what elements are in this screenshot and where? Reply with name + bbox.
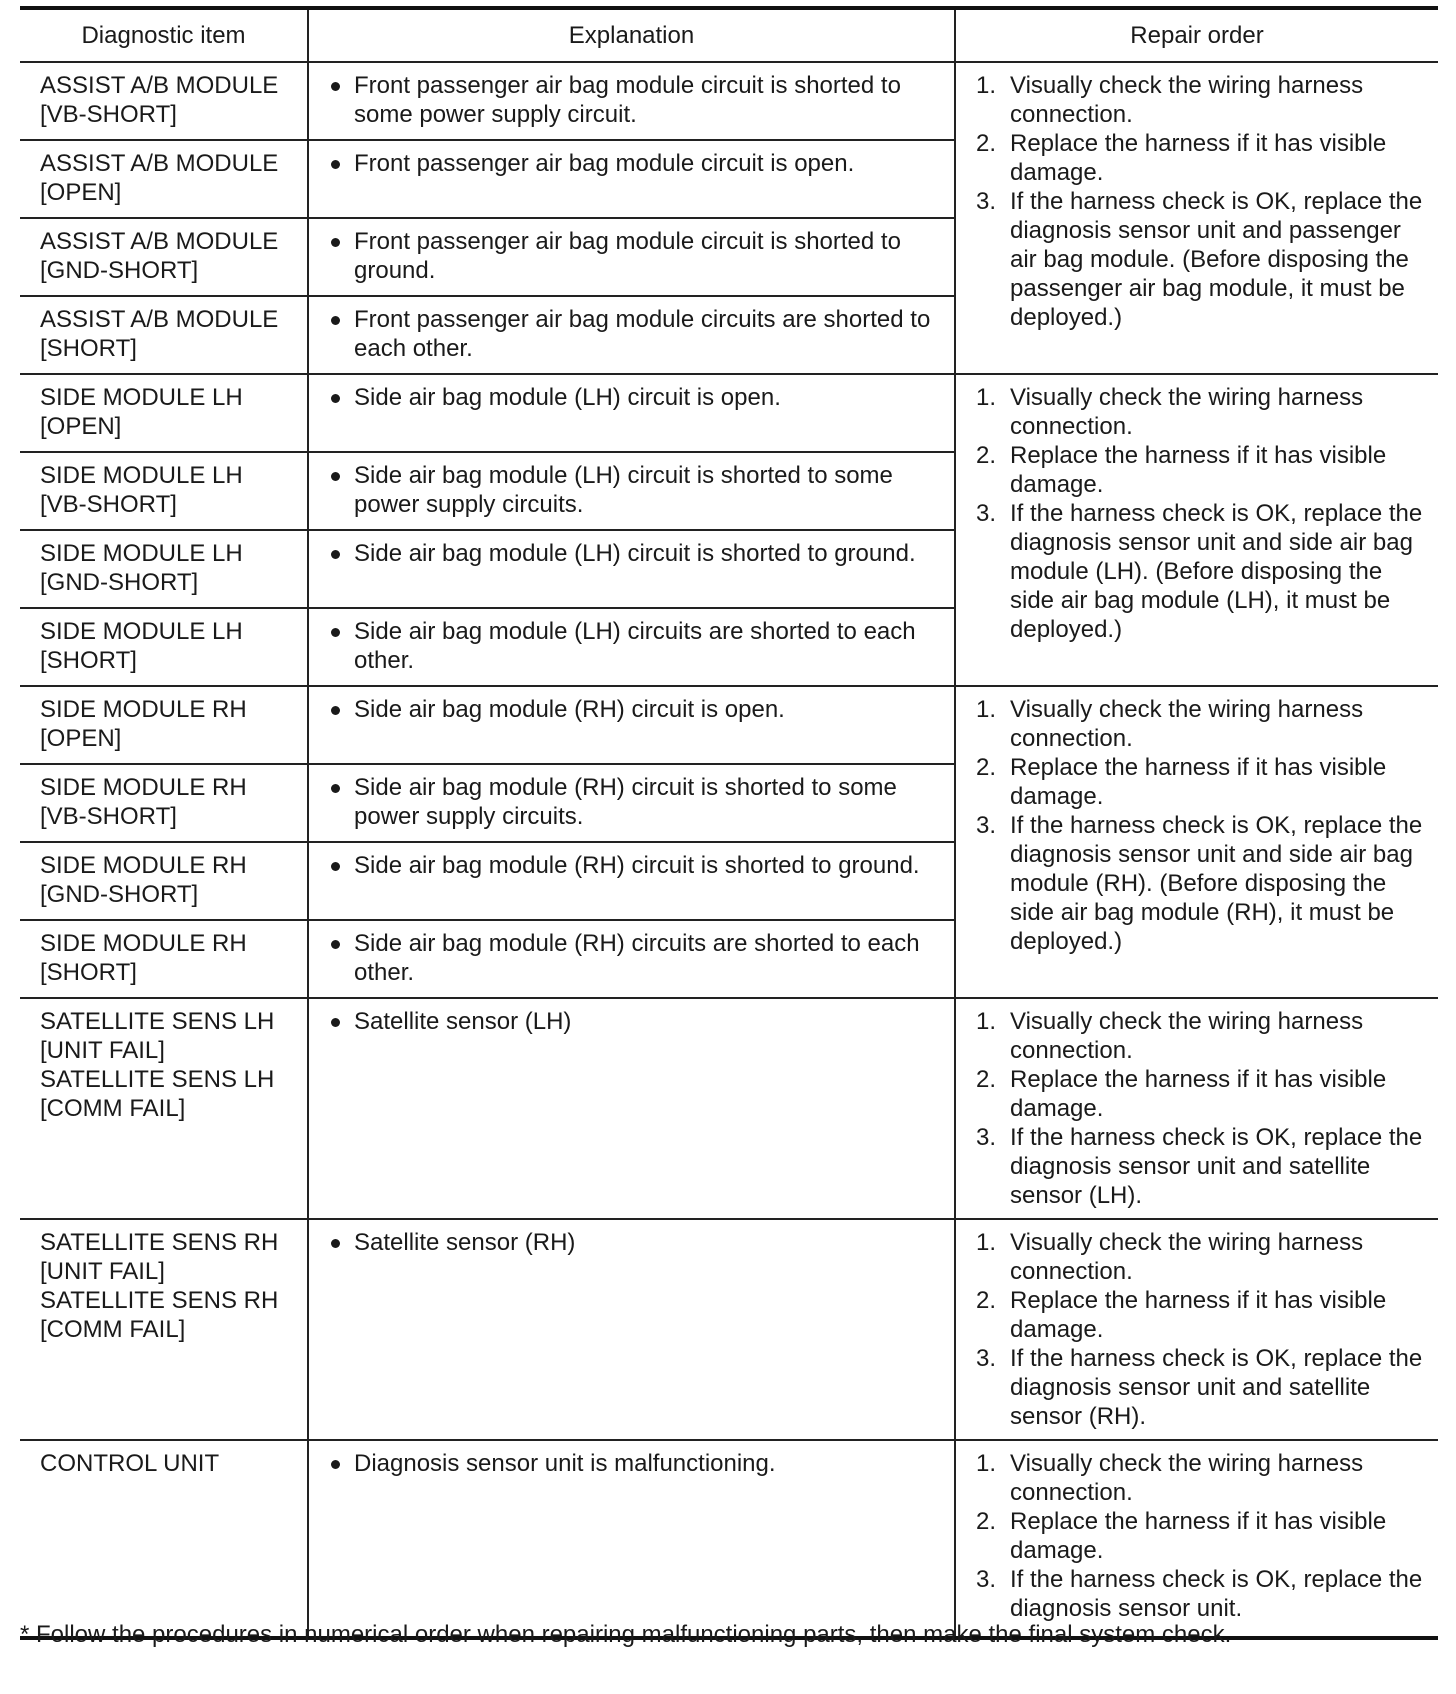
repair-step-number: 1. (976, 1450, 997, 1477)
explanation-bullet (329, 1228, 944, 1257)
repair-step-text: If the harness check is OK, replace the diagnosis sensor unit. (1010, 1566, 1423, 1622)
explanation-text: Front passenger air bag module circuit is shorted to some power supply circuit. (354, 72, 901, 128)
explanation-cell (308, 62, 955, 140)
explanation-cell (308, 842, 955, 920)
explanation-cell (308, 296, 955, 374)
repair-order-cell (955, 62, 1438, 374)
diagnostic-item-line: SIDE MODULE LH (40, 618, 243, 645)
explanation-text: Side air bag module (LH) circuit is shorted to some power supply circuits. (354, 462, 893, 518)
diagnostic-item-cell (20, 686, 308, 764)
repair-step-number: 1. (976, 384, 997, 411)
diagnostic-item-line: ASSIST A/B MODULE (40, 306, 279, 333)
repair-step (976, 499, 1428, 644)
diagnostic-item-line: [COMM FAIL] (40, 1316, 186, 1343)
repair-step-number: 3. (976, 188, 997, 215)
repair-step-number: 1. (976, 1008, 997, 1035)
explanation-bullet (329, 851, 944, 880)
explanation-bullet (329, 149, 944, 178)
diagnostic-item-cell (20, 608, 308, 686)
repair-step (976, 753, 1428, 811)
repair-steps (976, 1007, 1428, 1210)
repair-step (976, 1065, 1428, 1123)
explanation-bullet (329, 773, 944, 831)
repair-step-number: 2. (976, 442, 997, 469)
diagnostic-item-cell (20, 920, 308, 998)
repair-step (976, 695, 1428, 753)
bullet-dot-icon (331, 238, 340, 247)
diagnostic-item-cell (20, 296, 308, 374)
diagnostic-item-cell (20, 62, 308, 140)
diagnostic-item-cell (20, 530, 308, 608)
repair-step-number: 3. (976, 500, 997, 527)
diagnostic-item-line: [GND-SHORT] (40, 881, 199, 908)
bullet-dot-icon (331, 1018, 340, 1027)
explanation-cell (308, 998, 955, 1219)
diagnostic-item-line: CONTROL UNIT (40, 1450, 220, 1477)
diagnostic-item-line: SIDE MODULE RH (40, 930, 247, 957)
diagnostic-item-line: SATELLITE SENS LH (40, 1008, 275, 1035)
explanation-bullet (329, 617, 944, 675)
explanation-cell (308, 920, 955, 998)
explanation-bullet (329, 461, 944, 519)
repair-step-number: 1. (976, 72, 997, 99)
repair-step-number: 3. (976, 812, 997, 839)
diagnostic-item-cell (20, 1219, 308, 1440)
explanation-text: Satellite sensor (RH) (354, 1229, 576, 1256)
diagnostic-item-cell (20, 218, 308, 296)
repair-step (976, 187, 1428, 332)
repair-order-cell (955, 1440, 1438, 1638)
diagnostic-item-cell (20, 764, 308, 842)
bullet-dot-icon (331, 628, 340, 637)
explanation-text: Front passenger air bag module circuit is open. (354, 150, 855, 177)
repair-step (976, 811, 1428, 956)
explanation-bullet (329, 1449, 944, 1478)
table-row (20, 374, 1438, 452)
table-row (20, 686, 1438, 764)
repair-step-number: 2. (976, 1066, 997, 1093)
explanation-cell (308, 218, 955, 296)
repair-step (976, 71, 1428, 129)
repair-step-text: Replace the harness if it has visible damage. (1010, 442, 1387, 498)
table-body (20, 62, 1438, 1638)
explanation-cell (308, 1219, 955, 1440)
repair-step (976, 1449, 1428, 1507)
explanation-cell (308, 686, 955, 764)
repair-step-number: 2. (976, 754, 997, 781)
explanation-bullet (329, 227, 944, 285)
diagnostic-item-cell (20, 140, 308, 218)
document-page (20, 6, 1438, 1640)
repair-steps (976, 1228, 1428, 1431)
bullet-dot-icon (331, 550, 340, 559)
table-header-row (20, 8, 1438, 62)
diagnostic-item-line: [VB-SHORT] (40, 491, 177, 518)
bullet-dot-icon (331, 1239, 340, 1248)
repair-step-text: Replace the harness if it has visible damage. (1010, 754, 1387, 810)
table-row (20, 998, 1438, 1219)
diagnostic-item-line: SATELLITE SENS RH (40, 1287, 279, 1314)
diagnostic-item-line: SATELLITE SENS LH (40, 1066, 275, 1093)
repair-step-text: If the harness check is OK, replace the diagnosis sensor unit and satellite sensor (LH). (1010, 1124, 1423, 1209)
repair-step-number: 2. (976, 1508, 997, 1535)
bullet-dot-icon (331, 472, 340, 481)
diagnostic-item-line: [OPEN] (40, 179, 122, 206)
diagnostic-table (20, 6, 1438, 1640)
diagnostic-item-line: ASSIST A/B MODULE (40, 72, 279, 99)
repair-step-text: Visually check the wiring harness connection. (1010, 1229, 1364, 1285)
diagnostic-item-line: [VB-SHORT] (40, 101, 177, 128)
diagnostic-item-line: [UNIT FAIL] (40, 1037, 165, 1064)
explanation-cell (308, 452, 955, 530)
explanation-text: Front passenger air bag module circuit is shorted to ground. (354, 228, 901, 284)
explanation-bullet (329, 539, 944, 568)
repair-step-number: 3. (976, 1566, 997, 1593)
bullet-dot-icon (331, 706, 340, 715)
diagnostic-item-cell (20, 998, 308, 1219)
diagnostic-item-line: SATELLITE SENS RH (40, 1229, 279, 1256)
explanation-text: Side air bag module (RH) circuits are shorted to each other. (354, 930, 920, 986)
repair-step-text: Visually check the wiring harness connection. (1010, 1450, 1364, 1506)
explanation-text: Side air bag module (RH) circuit is open. (354, 696, 785, 723)
repair-steps (976, 71, 1428, 332)
diagnostic-item-line: ASSIST A/B MODULE (40, 150, 279, 177)
diagnostic-item-line: [OPEN] (40, 725, 122, 752)
repair-step (976, 441, 1428, 499)
explanation-cell (308, 608, 955, 686)
repair-step (976, 1228, 1428, 1286)
diagnostic-item-line: [GND-SHORT] (40, 569, 199, 596)
bullet-dot-icon (331, 160, 340, 169)
diagnostic-item-line: [SHORT] (40, 647, 137, 674)
repair-order-cell (955, 686, 1438, 998)
explanation-cell (308, 764, 955, 842)
repair-step-number: 2. (976, 130, 997, 157)
header-explanation: Explanation (308, 8, 955, 62)
diagnostic-item-line: SIDE MODULE RH (40, 852, 247, 879)
repair-step-text: Visually check the wiring harness connection. (1010, 1008, 1364, 1064)
repair-step-text: If the harness check is OK, replace the diagnosis sensor unit and side air bag module (RH). (Before disposing the side air bag module (RH), it must be deployed.) (1010, 812, 1423, 955)
header-repair-order: Repair order (955, 8, 1438, 62)
repair-step-text: Replace the harness if it has visible damage. (1010, 1287, 1387, 1343)
explanation-bullet (329, 305, 944, 363)
diagnostic-item-line: [UNIT FAIL] (40, 1258, 165, 1285)
explanation-text: Side air bag module (LH) circuits are shorted to each other. (354, 618, 916, 674)
bullet-dot-icon (331, 940, 340, 949)
explanation-text: Satellite sensor (LH) (354, 1008, 572, 1035)
repair-step-text: If the harness check is OK, replace the diagnosis sensor unit and satellite sensor (RH). (1010, 1345, 1423, 1430)
diagnostic-item-cell (20, 842, 308, 920)
repair-step (976, 1007, 1428, 1065)
repair-step (976, 1344, 1428, 1431)
explanation-cell (308, 140, 955, 218)
repair-steps (976, 695, 1428, 956)
explanation-bullet (329, 1007, 944, 1036)
repair-step-number: 3. (976, 1124, 997, 1151)
repair-step-number: 3. (976, 1345, 997, 1372)
explanation-text: Front passenger air bag module circuits are shorted to each other. (354, 306, 931, 362)
diagnostic-item-line: [GND-SHORT] (40, 257, 199, 284)
explanation-text: Side air bag module (LH) circuit is shorted to ground. (354, 540, 916, 567)
diagnostic-item-line: ASSIST A/B MODULE (40, 228, 279, 255)
repair-step-text: Visually check the wiring harness connection. (1010, 384, 1364, 440)
repair-order-cell (955, 998, 1438, 1219)
bullet-dot-icon (331, 394, 340, 403)
table-row (20, 1219, 1438, 1440)
diagnostic-item-line: SIDE MODULE LH (40, 540, 243, 567)
diagnostic-item-line: [OPEN] (40, 413, 122, 440)
diagnostic-item-line: SIDE MODULE RH (40, 774, 247, 801)
repair-step-text: Replace the harness if it has visible damage. (1010, 1508, 1387, 1564)
diagnostic-item-line: SIDE MODULE LH (40, 384, 243, 411)
explanation-text: Side air bag module (LH) circuit is open. (354, 384, 781, 411)
diagnostic-item-line: SIDE MODULE LH (40, 462, 243, 489)
repair-step (976, 383, 1428, 441)
explanation-text: Side air bag module (RH) circuit is shorted to some power supply circuits. (354, 774, 897, 830)
table-row (20, 62, 1438, 140)
diagnostic-item-cell (20, 374, 308, 452)
repair-steps (976, 1449, 1428, 1623)
explanation-bullet (329, 71, 944, 129)
diagnostic-item-line: SIDE MODULE RH (40, 696, 247, 723)
explanation-cell (308, 374, 955, 452)
explanation-bullet (329, 929, 944, 987)
repair-steps (976, 383, 1428, 644)
bullet-dot-icon (331, 316, 340, 325)
explanation-bullet (329, 383, 944, 412)
diagnostic-item-cell (20, 452, 308, 530)
repair-step (976, 1565, 1428, 1623)
repair-step (976, 1286, 1428, 1344)
explanation-cell (308, 1440, 955, 1638)
diagnostic-item-line: [COMM FAIL] (40, 1095, 186, 1122)
explanation-text: Diagnosis sensor unit is malfunctioning. (354, 1450, 776, 1477)
repair-order-cell (955, 1219, 1438, 1440)
repair-step-text: Visually check the wiring harness connection. (1010, 72, 1364, 128)
repair-order-cell (955, 374, 1438, 686)
explanation-cell (308, 530, 955, 608)
bullet-dot-icon (331, 784, 340, 793)
table-row (20, 1440, 1438, 1638)
bullet-dot-icon (331, 82, 340, 91)
bullet-dot-icon (331, 1460, 340, 1469)
diagnostic-item-line: [VB-SHORT] (40, 803, 177, 830)
header-diagnostic-item: Diagnostic item (20, 8, 308, 62)
repair-step-text: Visually check the wiring harness connection. (1010, 696, 1364, 752)
diagnostic-item-line: [SHORT] (40, 335, 137, 362)
explanation-bullet (329, 695, 944, 724)
repair-step-text: If the harness check is OK, replace the diagnosis sensor unit and side air bag module (LH). (Before disposing the side air bag module (LH), it must be deployed.) (1010, 500, 1423, 643)
footnote: * Follow the procedures in numerical order when repairing malfunctioning parts, then make the final system check. (20, 1621, 1232, 1648)
repair-step-number: 2. (976, 1287, 997, 1314)
repair-step (976, 129, 1428, 187)
explanation-text: Side air bag module (RH) circuit is shorted to ground. (354, 852, 920, 879)
repair-step (976, 1507, 1428, 1565)
repair-step-text: Replace the harness if it has visible damage. (1010, 130, 1387, 186)
repair-step-number: 1. (976, 1229, 997, 1256)
bullet-dot-icon (331, 862, 340, 871)
diagnostic-item-cell (20, 1440, 308, 1638)
diagnostic-item-line: [SHORT] (40, 959, 137, 986)
repair-step (976, 1123, 1428, 1210)
repair-step-number: 1. (976, 696, 997, 723)
repair-step-text: If the harness check is OK, replace the diagnosis sensor unit and passenger air bag module. (Before disposing the passenger air bag module, it must be deployed.) (1010, 188, 1423, 331)
repair-step-text: Replace the harness if it has visible damage. (1010, 1066, 1387, 1122)
